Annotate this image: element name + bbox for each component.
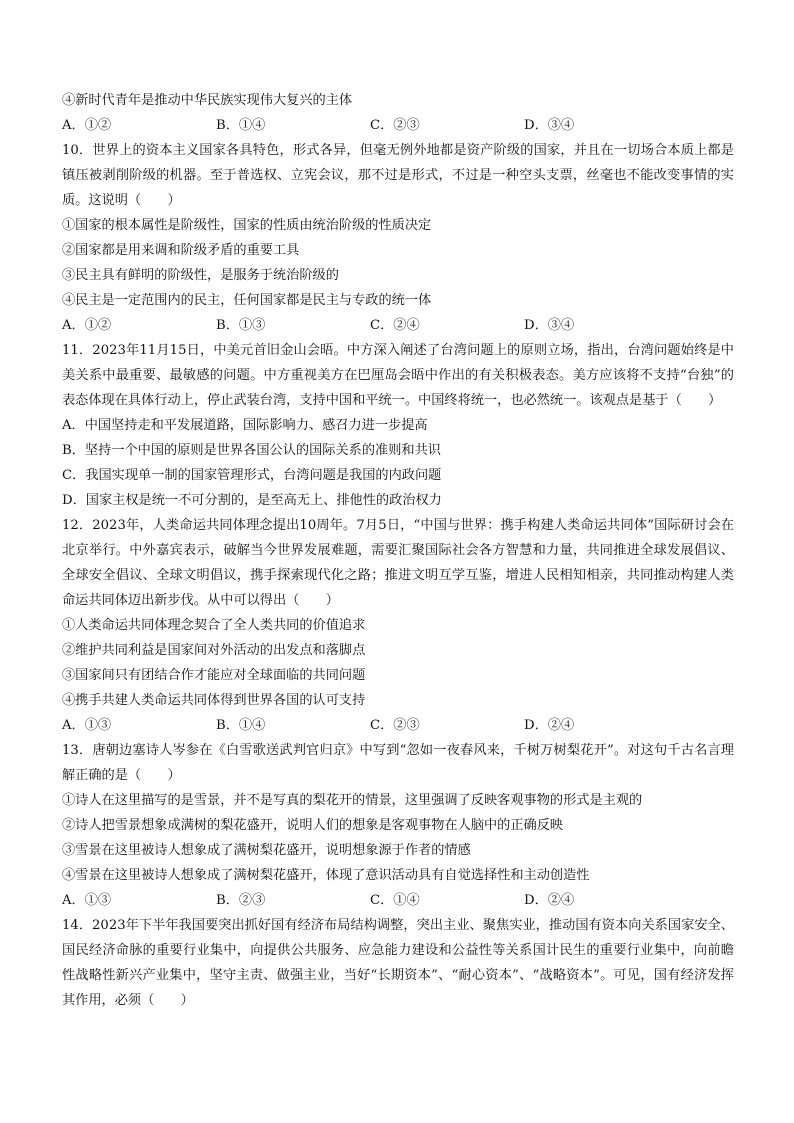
q9-option-c: C．②③: [370, 118, 420, 133]
q10-item-3: ③民主具有鲜明的阶级性，是服务于统治阶级的: [62, 268, 339, 283]
q12-option-b: B．①④: [216, 718, 266, 733]
q13-option-a: A．①③: [62, 893, 112, 908]
q10-option-b: B．①③: [216, 318, 266, 333]
q13-item-2: ②诗人把雪景想象成满树的梨花盛开，说明人们的想象是客观事物在人脑中的正确反映: [62, 818, 564, 833]
q12-stem: 12．2023年，人类命运共同体理念提出10周年。7月5日，“中国与世界：携手构建人类命运共同体”国际研讨会在北京举行。中外嘉宾表示，破解当今世界发展难题，需要汇聚国际社会各方智慧和力量，共同推进全球发展倡议、全球安全倡议、全球文明倡议，携手探索现代化之路；推进文明互学互鉴，增进人民相知相亲，共同推动构建人类命运共同体迈出新步伐。从中可以得出（ ）: [62, 518, 734, 608]
q12-item-2: ②维护共同利益是国家间对外活动的出发点和落脚点: [62, 643, 366, 658]
q11-stem: 11．2023年11月15日，中美元首旧金山会晤。中方深入阐述了台湾问题上的原则立场，指出，台湾问题始终是中美关系中最重要、最敏感的问题。中方重视美方在巴厘岛会晤中作出的有关积极表态。美方应该将不支持“台独”的表态体现在具体行动上，停止武装台湾，支持中国和平统一。中国终将统一，也必然统一。该观点是基于（ ）: [62, 343, 734, 408]
q13-option-d: D．②④: [524, 893, 575, 908]
q13-stem: 13．唐朝边塞诗人岑参在《白雪歌送武判官归京》中写到“忽如一夜春风来，千树万树梨花开”。对这句千古名言理解正确的是（ ）: [62, 743, 734, 783]
q14-stem: 14．2023年下半年我国要突出抓好国有经济布局结构调整，突出主业、聚焦实业，推动国有资本向关系国家安全、国民经济命脉的重要行业集中，向提供公共服务、应急能力建设和公益性等关系国计民生的重要行业集中，向前瞻性战略性新兴产业集中，坚守主责、做强主业，当好“长期资本”、“耐心资本”、“战略资本”。可见，国有经济发挥其作用，必须（ ）: [62, 918, 734, 1008]
q9-item-4: ④新时代青年是推动中华民族实现伟大复兴的主体: [62, 93, 353, 108]
q10-item-2: ②国家都是用来调和阶级矛盾的重要工具: [62, 243, 300, 258]
q12-option-a: A．①③: [62, 718, 112, 733]
q11-option-c: C．我国实现单一制的国家管理形式，台湾问题是我国的内政问题: [62, 468, 442, 483]
q10-options: [62, 313, 734, 338]
page-content: [62, 88, 734, 1013]
q12-option-c: C．②③: [370, 718, 420, 733]
q13-item-1: ①诗人在这里描写的是雪景，并不是写真的梨花开的情景，这里强调了反映客观事物的形式是主观的: [62, 793, 643, 808]
q11-option-b: B．坚持一个中国的原则是世界各国公认的国际关系的准则和共识: [62, 443, 441, 458]
q12-item-3: ③国家间只有团结合作才能应对全球面临的共同问题: [62, 668, 366, 683]
q12-item-1: ①人类命运共同体理念契合了全人类共同的价值追求: [62, 618, 366, 633]
q11-option-d: D．国家主权是统一不可分割的，是至高无上、排他性的政治权力: [62, 493, 442, 508]
q13-option-c: C．①④: [370, 893, 420, 908]
q10-item-1: ①国家的根本属性是阶级性，国家的性质由统治阶级的性质决定: [62, 218, 432, 233]
q13-item-3: ③雪景在这里被诗人想象成了满树梨花盛开，说明想象源于作者的情感: [62, 843, 471, 858]
q13-option-b: B．②③: [216, 893, 266, 908]
q13-options: [62, 888, 734, 913]
q10-item-4: ④民主是一定范围内的民主，任何国家都是民主与专政的统一体: [62, 293, 432, 308]
q12-item-4: ④携手共建人类命运共同体得到世界各国的认可支持: [62, 693, 366, 708]
q9-option-b: B．①④: [216, 118, 266, 133]
q9-option-d: D．③④: [524, 118, 575, 133]
q10-stem: 10．世界上的资本主义国家各具特色，形式各异，但毫无例外地都是资产阶级的国家，并且在一切场合本质上都是镇压被剥削阶级的机器。至于普选权、立宪会议，那不过是形式，不过是一种空头支票，丝毫也不能改变事情的实质。这说明（ ）: [62, 143, 734, 208]
q12-options: [62, 713, 734, 738]
q11-option-a: A．中国坚持走和平发展道路，国际影响力、感召力进一步提高: [62, 418, 428, 433]
q9-option-a: A．①②: [62, 118, 112, 133]
q9-options: [62, 113, 734, 138]
q13-item-4: ④雪景在这里被诗人想象成了满树梨花盛开，体现了意识活动具有自觉选择性和主动创造性: [62, 868, 590, 883]
q10-option-a: A．①②: [62, 318, 112, 333]
q10-option-d: D．③④: [524, 318, 575, 333]
q12-option-d: D．②④: [524, 718, 575, 733]
q10-option-c: C．②④: [370, 318, 420, 333]
